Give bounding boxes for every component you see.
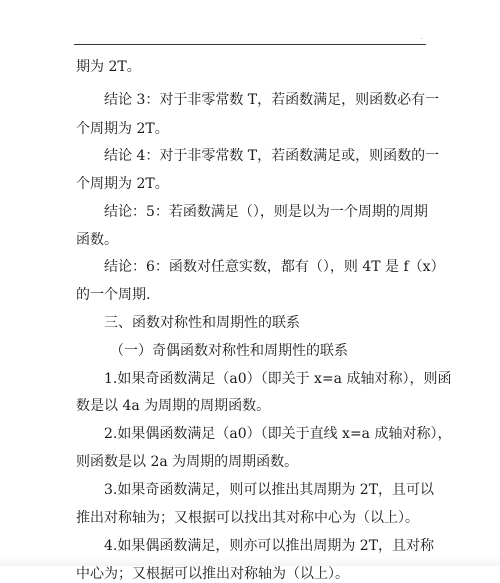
section-heading: 三、函数对称性和周期性的联系: [104, 315, 300, 331]
conclusion-5-line: 结论：5：若函数满足（），则是以为一个周期的周期: [104, 204, 428, 220]
conclusion-6-line: 结论：6：函数对任意实数，都有（），则 4T 是 f（x）: [104, 259, 445, 275]
paragraph-line: 期为 2T。: [76, 59, 141, 75]
paragraph-line: 则函数是以 2a 为周期的周期函数。: [76, 454, 299, 470]
subsection-heading: （一）奇偶函数对称性和周期性的联系: [110, 343, 348, 359]
item-2-line: 2.如果偶函数满足（a0）（即关于直线 x=a 成轴对称），: [104, 426, 452, 442]
conclusion-4-line: 结论 4：对于非零常数 T，若函数满足或，则函数的一: [104, 148, 440, 164]
paragraph-line: 个周期为 2T。: [76, 121, 169, 137]
paragraph-line: 个周期为 2T。: [76, 176, 169, 192]
item-4-line: 4.如果偶函数满足，则亦可以推出周期为 2T，且对称: [104, 538, 435, 554]
paragraph-line: 中心为；又根据可以推出对称轴为（以上）。: [76, 566, 349, 582]
paragraph-line: 的一个周期.: [76, 287, 151, 303]
item-1-line: 1.如果奇函数满足（a0）（即关于 x=a 成轴对称），则函: [104, 371, 452, 387]
header-mark: ·: [421, 36, 423, 43]
bottom-edge: [0, 556, 500, 566]
paragraph-line: 推出对称轴为；又根据可以找出其对称中心为（以上）。: [76, 510, 419, 526]
paragraph-line: 函数。: [76, 232, 118, 248]
item-3-line: 3.如果奇函数满足，则可以推出其周期为 2T，且可以: [104, 482, 435, 498]
paragraph-line: 数是以 4a 为周期的周期函数。: [76, 398, 271, 414]
conclusion-3-line: 结论 3：对于非零常数 T，若函数满足，则函数必有一: [104, 92, 440, 108]
header-rule: [74, 44, 426, 45]
